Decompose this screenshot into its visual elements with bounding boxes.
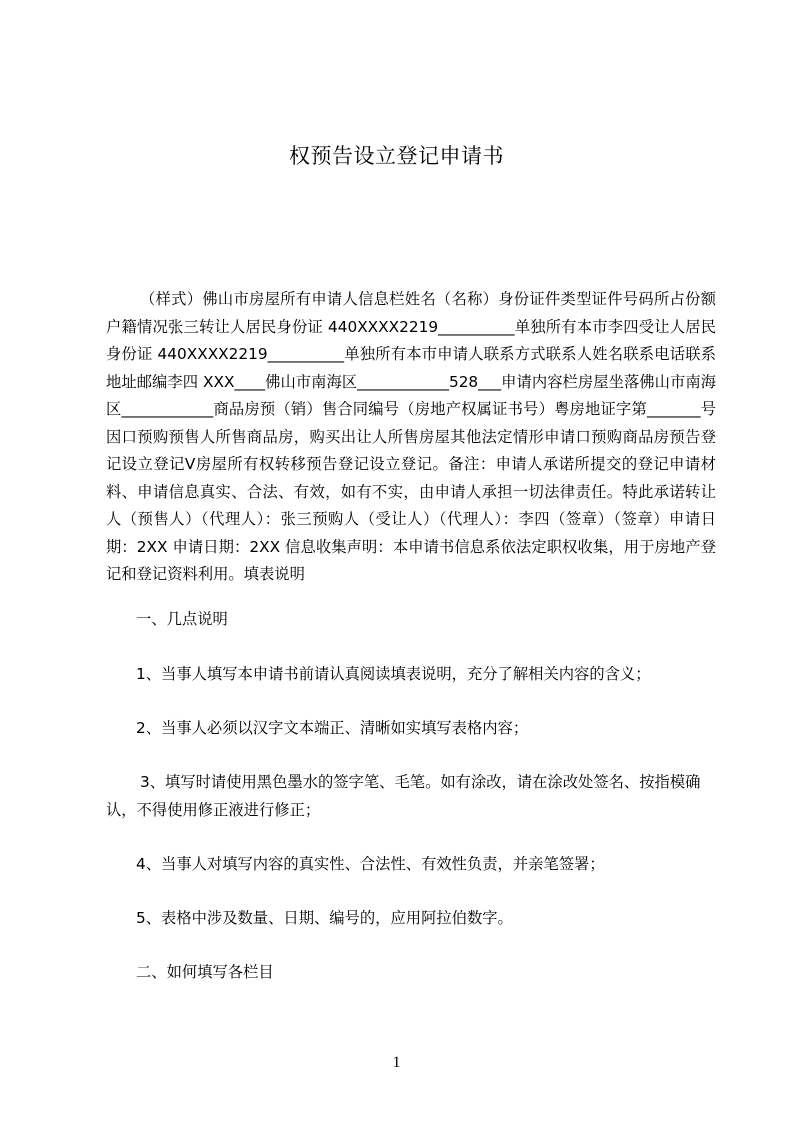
note-item-3: 3、填写时请使用黑色墨水的签字笔、毛笔。如有涂改，请在涂改处签名、按指模确认，不得使用修正液进行修正； [106, 773, 701, 819]
document-title: 权预告设立登记申请书 [289, 144, 504, 168]
note-item-1: 1、当事人填写本申请书前请认真阅读填表说明，充分了解相关内容的含义； [136, 665, 651, 683]
section-heading-fill-columns: 二、如何填写各栏目 [136, 963, 274, 981]
note-item-2: 2、当事人必须以汉字文本端正、清晰如实填写表格内容； [136, 719, 529, 737]
application-main-paragraph: （样式）佛山市房屋所有申请人信息栏姓名（名称）身份证件类型证件号码所占份额户籍情况张三转让人居民身份证 440XXXX2219__________单独所有本巿李四受让人居民身份证 440XXXX2219__________单独所有本巿申请人联系方式联系人姓名联系电话联系地址邮编李四 XXX____佛山市南海区____________528___申请内容栏房屋坐落佛山市南海区____________商品房预（销）售合同编号（房地产权属证书号）粤房地证字第_______号因口预购预售人所售商品房，购买出让人所售房屋其他法定情形申请口预购商品房预告登记设立登记Ⅴ房屋所有权转移预告登记设立登记。备注：申请人承诺所提交的登记申请材料、申请信息真实、合法、有效，如有不实，由申请人承担一切法律责任。特此承诺转让人（预售人）（代理人）：张三预购人（受让人）（代理人）：李四（签章）（签章）申请日期：2XX 申请日期：2XX 信息收集声明：本申请书信息系依法定职权收集，用于房地产登记和登记资料利用。填表说明 [106, 290, 716, 583]
page-number: 1 [392, 1054, 401, 1071]
note-item-5: 5、表格中涉及数量、日期、编号的，应用阿拉伯数字。 [136, 909, 513, 927]
note-item-4: 4、当事人对填写内容的真实性、合法性、有效性负责，并亲笔签署； [136, 855, 605, 873]
section-heading-notes: 一、几点说明 [136, 610, 228, 628]
